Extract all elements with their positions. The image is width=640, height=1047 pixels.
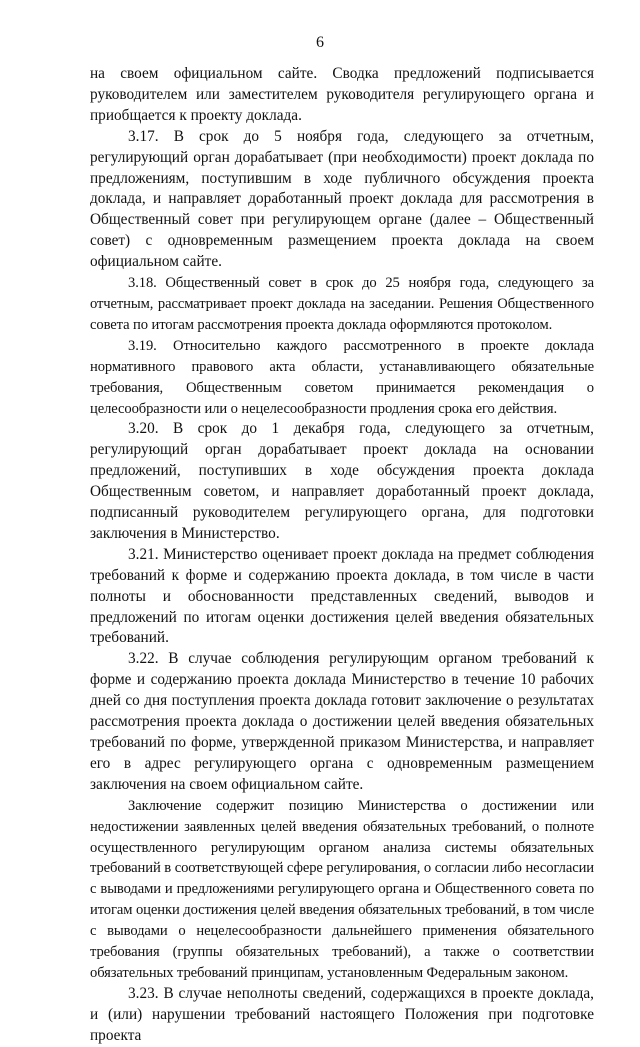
paragraph-3-23: 3.23. В случае неполноты сведений, содержащихся в проекте доклада, и (или) нарушении требований настоящего Положения при подготовке проекта bbox=[90, 984, 594, 1044]
document-body bbox=[90, 64, 594, 1047]
page-number: 6 bbox=[316, 34, 324, 51]
paragraph-3-18: 3.18. Общественный совет в срок до 25 ноября года, следующего за отчетным, рассматривает проект доклада на заседании. Решения Общественного совета по итогам рассмотрения проекта доклада оформляются протоколом. bbox=[90, 275, 594, 333]
paragraph-3-17: 3.17. В срок до 5 ноября года, следующего за отчетным, регулирующий орган дорабатывает (при необходимости) проект доклада по предложениям, поступившим в ходе публичного обсуждения проекта доклада, и направляет доработанный проект доклада для рассмотрения в Общественный совет при регулирующем органе (далее – Общественный совет) с одновременным размещением проекта доклада на своем официальном сайте. bbox=[90, 127, 594, 271]
paragraph-conclusion: Заключение содержит позицию Министерства о достижении или недостижении заявленных целей введения обязательных требований, о полноте осуществленного регулирующим органом анализа системы обязательных требований в соответствующей сфере регулирования, о согласии либо несогласии с выводами и предложениями регулирующего органа и Общественного совета по итогам оценки достижения целей введения обязательных требований, в том числе с выводами о нецелесообразности дальнейшего применения обязательного требования (группы обязательных требований), а также о соответствии обязательных требований принципам, установленным Федеральным законом. bbox=[90, 797, 594, 981]
paragraph-continuation: на своем официальном сайте. Сводка предложений подписывается руководителем или заместителем руководителя регулирующего органа и приобщается к проекту доклада. bbox=[90, 65, 594, 124]
paragraph-3-19: 3.19. Относительно каждого рассмотренного в проекте доклада нормативного правового акта области, устанавливающего обязательные требования, Общественным советом принимается рекомендация о целесообразности или о нецелесообразности продления срока его действия. bbox=[90, 337, 594, 417]
paragraph-3-22: 3.22. В случае соблюдения регулирующим органом требований к форме и содержанию проекта доклада Министерство в течение 10 рабочих дней со дня поступления проекта доклада готовит заключение о результатах рассмотрения проекта доклада о достижении целей введения обязательных требований по форме, утвержденной приказом Министерства, и направляет его в адрес регулирующего органа с одновременным размещением заключения на своем официальном сайте. bbox=[90, 650, 594, 793]
paragraph-3-20: 3.20. В срок до 1 декабря года, следующего за отчетным, регулирующий орган дорабатывает проект доклада на основании предложений, поступивших в ходе обсуждения проекта доклада Общественным советом, и направляет доработанный проект доклада, подписанный руководителем регулирующего органа, для подготовки заключения в Министерство. bbox=[90, 420, 594, 542]
paragraph-3-21: 3.21. Министерство оценивает проект доклада на предмет соблюдения требований к форме и содержанию проекта доклада, в том числе в части полноты и обоснованности представленных сведений, выводов и предложений по итогам оценки достижения целей введения обязательных требований. bbox=[90, 545, 594, 647]
